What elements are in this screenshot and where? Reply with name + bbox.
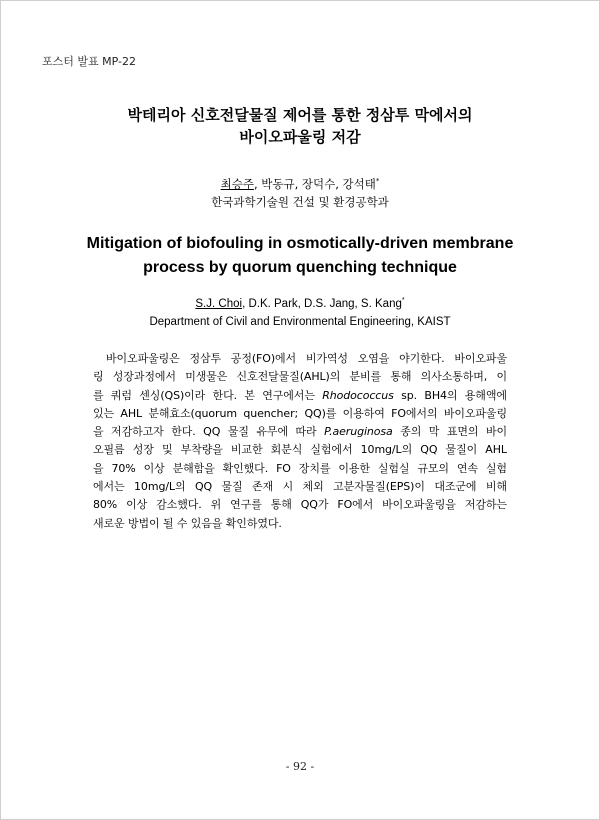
abstract-text: 이용한 bbox=[338, 461, 370, 475]
english-title-line-2: process by quorum quenching technique bbox=[143, 259, 457, 276]
abstract-text: 따라 bbox=[295, 425, 317, 439]
species-name-rhodococcus: Rhodococcus bbox=[322, 388, 394, 402]
abstract-text: 바이오파울링을 bbox=[382, 498, 456, 512]
abstract-text: FO에서 bbox=[337, 498, 374, 512]
korean-affiliation: 한국과학기술원 건설 및 환경공학과 bbox=[211, 195, 389, 209]
abstract-text: 물질이 bbox=[445, 443, 478, 457]
abstract-text: 신호전달물질(AHL)의 bbox=[236, 370, 341, 384]
abstract-text: 저감하는 bbox=[464, 498, 507, 512]
abstract-text: AHL bbox=[120, 406, 143, 420]
abstract-text: QQ bbox=[203, 425, 221, 439]
english-title bbox=[0, 232, 600, 280]
abstract-line bbox=[93, 460, 507, 478]
abstract-text: 부착량을 bbox=[180, 443, 223, 457]
abstract-text: 성장과정에서 bbox=[112, 370, 176, 384]
english-authors bbox=[0, 295, 600, 313]
abstract-text: 장치를 bbox=[298, 461, 331, 475]
abstract-text: 10mg/L의 bbox=[134, 480, 186, 494]
abstract-text: 한다. bbox=[212, 388, 238, 402]
abstract-line bbox=[93, 368, 507, 386]
abstract-text: 용해액에 bbox=[464, 388, 507, 402]
abstract-text: 비교한 bbox=[230, 443, 263, 457]
abstract-text: 실험에서 bbox=[310, 443, 353, 457]
abstract-line bbox=[93, 515, 507, 533]
abstract-line bbox=[93, 405, 507, 423]
abstract-text: 존재 bbox=[252, 480, 274, 494]
abstract-text: 을 bbox=[93, 461, 104, 475]
abstract-text: QQ가 bbox=[300, 498, 329, 512]
abstract-text: 규모의 bbox=[417, 461, 449, 475]
abstract-text: 이상 bbox=[126, 498, 148, 512]
abstract-text: 통해 bbox=[390, 370, 412, 384]
abstract-text: 분해함을 bbox=[172, 461, 215, 475]
abstract-text: 실험실 bbox=[377, 461, 410, 475]
abstract-text: 대조군에 bbox=[434, 480, 477, 494]
abstract-text: 미생물은 bbox=[185, 370, 228, 384]
abstract-text: BH4의 bbox=[424, 388, 458, 402]
abstract-text: 이 bbox=[496, 370, 507, 384]
english-presenter: S.J. Choi bbox=[195, 298, 243, 310]
abstract-text: 비가역성 bbox=[305, 352, 348, 365]
abstract-text: 유무에 bbox=[256, 425, 288, 439]
abstract-text: 를 bbox=[93, 388, 104, 402]
session-label: 포스터 발표 MP-22 bbox=[42, 55, 136, 68]
abstract-text: 정삼투 bbox=[189, 352, 222, 365]
abstract-text: 막 bbox=[428, 425, 440, 439]
abstract-text: 본 bbox=[244, 388, 255, 402]
species-name-paeruginosa: P.aeruginosa bbox=[324, 425, 393, 439]
abstract-text: 체외 bbox=[302, 480, 324, 494]
abstract-text: 공정(FO)에서 bbox=[230, 352, 297, 365]
abstract-text: 이상 bbox=[143, 461, 165, 475]
abstract-text: 고분자물질(EPS)이 bbox=[333, 480, 425, 494]
abstract-text: 물질 bbox=[221, 480, 243, 494]
english-affiliation: Department of Civil and Environmental Engineering, KAIST bbox=[149, 316, 451, 328]
abstract-text: 바이오파울링 bbox=[443, 406, 507, 420]
abstract-text: 표면의 bbox=[446, 425, 479, 439]
abstract-line bbox=[93, 496, 507, 514]
abstract-text: QQ bbox=[194, 480, 213, 494]
abstract-text: 있는 bbox=[93, 406, 115, 420]
abstract-text: 바이오파울 bbox=[454, 352, 507, 365]
korean-title bbox=[0, 104, 600, 148]
abstract-text: 연구에서는 bbox=[262, 388, 315, 402]
abstract-text: 연속 bbox=[456, 461, 478, 475]
korean-presenter: 최승주 bbox=[220, 177, 254, 191]
abstract-line bbox=[93, 478, 507, 496]
abstract-text: 한다. bbox=[171, 425, 196, 439]
abstract-text: 시 bbox=[282, 480, 294, 494]
abstract-text: 바이오파울링은 bbox=[106, 352, 180, 365]
english-corresponding-mark: * bbox=[401, 297, 405, 305]
abstract-text: 실험 bbox=[485, 461, 507, 475]
abstract-text: FO bbox=[276, 461, 291, 475]
abstract-text: 및 bbox=[161, 443, 173, 457]
abstract-text: 회분식 bbox=[270, 443, 303, 457]
english-title-line-1: Mitigation of biofouling in osmotically-driven membrane bbox=[86, 235, 514, 252]
page-number: - 92 - bbox=[285, 760, 315, 773]
abstract-text: AHL bbox=[485, 443, 507, 457]
korean-coauthors: , 박동규, 장덕수, 강석태 bbox=[253, 177, 376, 191]
abstract-text: 감소했다. bbox=[156, 498, 202, 512]
abstract-text: FO에서의 bbox=[391, 406, 438, 420]
abstract-text: 쿼럼 bbox=[110, 388, 132, 402]
abstract-text: 분해효소(quorum bbox=[148, 406, 237, 420]
abstract-line bbox=[93, 387, 507, 405]
korean-title-line-2: 바이오파울링 저감 bbox=[239, 128, 361, 146]
korean-authors bbox=[0, 175, 600, 193]
abstract-text: 물질 bbox=[227, 425, 249, 439]
abstract-text: 통해 bbox=[270, 498, 292, 512]
abstract-text: 의사소통하며, bbox=[420, 370, 488, 384]
abstract-text: 연구를 bbox=[230, 498, 262, 512]
abstract-text: 분비를 bbox=[349, 370, 382, 384]
abstract-text: 야기한다. bbox=[399, 352, 445, 365]
abstract-text: 확인했다. bbox=[222, 461, 269, 475]
korean-corresponding-mark: * bbox=[375, 177, 380, 186]
abstract-text: 새로운 방법이 될 수 있음을 확인하였다. bbox=[93, 516, 282, 530]
abstract-text: 종의 bbox=[400, 425, 422, 439]
abstract-text: QQ bbox=[420, 443, 438, 457]
abstract-text: 바이 bbox=[485, 425, 507, 439]
abstract-body bbox=[93, 350, 507, 533]
abstract-text: sp. bbox=[401, 388, 418, 402]
abstract-text: 오필름 bbox=[93, 443, 125, 457]
abstract-text: QQ)를 bbox=[304, 406, 337, 420]
abstract-text: 성장 bbox=[132, 443, 154, 457]
abstract-text: 오염을 bbox=[357, 352, 390, 365]
abstract-text: 위 bbox=[210, 498, 222, 512]
korean-title-line-1: 박테리아 신호전달물질 제어를 통한 정삼투 막에서의 bbox=[127, 106, 473, 124]
abstract-text: 링 bbox=[93, 370, 104, 384]
english-coauthors: , D.K. Park, D.S. Jang, S. Kang bbox=[242, 298, 402, 310]
abstract-text: 이용하여 bbox=[342, 406, 385, 420]
abstract-text: quencher; bbox=[243, 406, 299, 420]
abstract-text: 저감하고자 bbox=[111, 425, 164, 439]
abstract-line bbox=[93, 350, 507, 368]
abstract-text: 80% bbox=[93, 498, 118, 512]
abstract-text: 을 bbox=[93, 425, 104, 439]
abstract-line bbox=[93, 423, 507, 441]
abstract-text: 센싱(QS)이라 bbox=[139, 388, 206, 402]
abstract-text: 에서는 bbox=[93, 480, 125, 494]
abstract-line bbox=[93, 441, 507, 459]
abstract-text: 70% bbox=[111, 461, 136, 475]
abstract-text: 비해 bbox=[485, 480, 507, 494]
abstract-text: 10mg/L의 bbox=[360, 443, 413, 457]
